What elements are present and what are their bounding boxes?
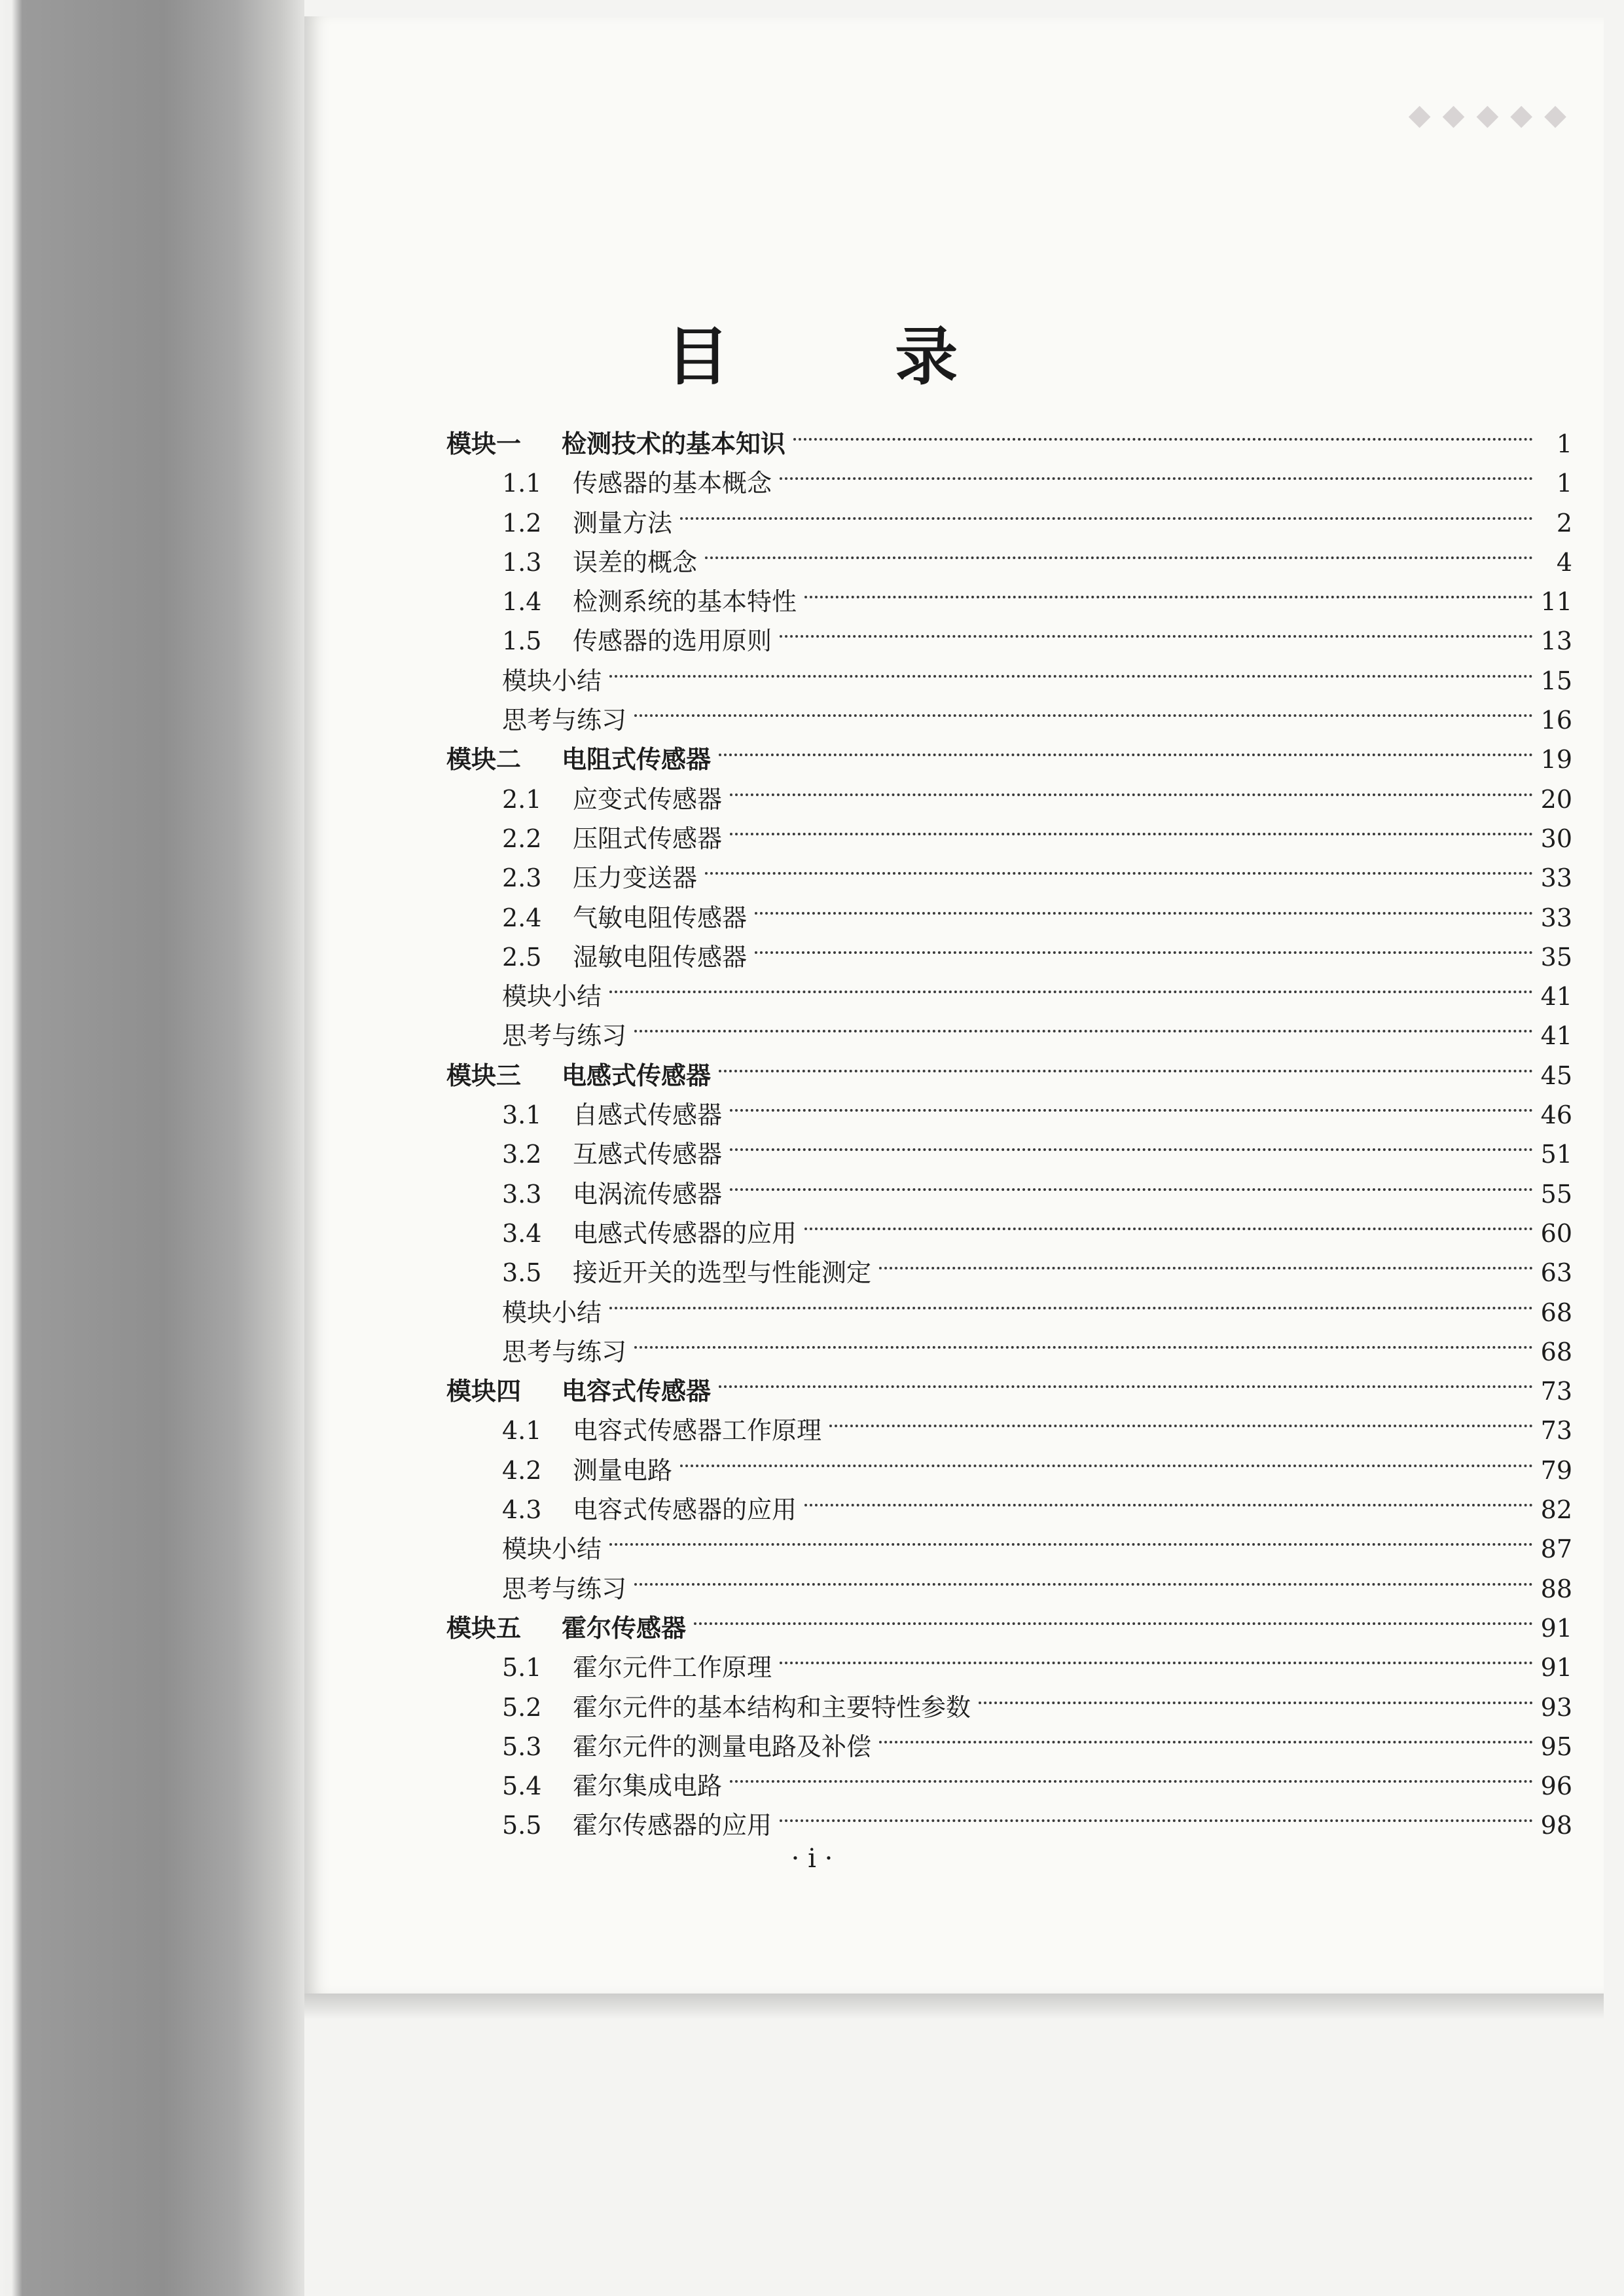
dot-leader (793, 399, 1533, 441)
toc-entry-title: 互感式传感器 (573, 1140, 723, 1169)
toc-entry-page: 35 (1540, 942, 1572, 972)
toc-entry-title: 电容式传感器的应用 (573, 1495, 797, 1525)
toc-entry-number: 5.3 (502, 1732, 542, 1761)
dot-leader (680, 1425, 1533, 1467)
toc-entry-title: 思考与练习 (502, 1021, 627, 1051)
toc-entry-title: 测量方法 (573, 508, 673, 538)
toc-entry-number: 1.4 (502, 587, 542, 617)
toc-entry-title: 电感式传感器的应用 (573, 1218, 797, 1248)
dot-leader (829, 1385, 1533, 1427)
toc-entry-title: 电容式传感器工作原理 (573, 1416, 822, 1446)
toc-entry-title: 电涡流传感器 (573, 1179, 723, 1209)
toc-entry-number: 1.1 (502, 469, 542, 498)
dot-leader (609, 1267, 1533, 1309)
toc-entry-title: 模块小结 (502, 666, 602, 695)
toc-entry-title: 霍尔元件工作原理 (573, 1653, 772, 1683)
dot-leader (755, 912, 1533, 954)
toc-entry-title: 霍尔元件的测量电路及补偿 (573, 1732, 872, 1761)
toc-entry-title: 湿敏电阻传感器 (573, 942, 748, 972)
dot-leader (719, 1030, 1533, 1072)
toc-entry-title: 霍尔传感器 (562, 1613, 687, 1643)
toc-entry-page: 15 (1540, 666, 1572, 695)
dot-leader (705, 833, 1533, 875)
dot-leader (730, 1741, 1533, 1783)
toc-entry-title: 检测系统的基本特性 (573, 587, 797, 617)
toc-entry-number: 4.1 (502, 1416, 542, 1446)
dot-leader (609, 1504, 1533, 1546)
toc-entry-title: 误差的概念 (573, 547, 698, 577)
dot-leader (609, 951, 1533, 993)
toc-entry-page: 30 (1540, 824, 1572, 853)
dot-leader (804, 556, 1533, 598)
toc-entry-number: 3.5 (502, 1258, 542, 1288)
toc-entry-page: 87 (1540, 1535, 1572, 1564)
toc-entry-page: 2 (1556, 508, 1572, 538)
toc-entry-page: 95 (1540, 1732, 1572, 1761)
page-title: 目 录 (666, 319, 1030, 394)
dot-leader (730, 1070, 1533, 1112)
toc-entry-page: 63 (1540, 1258, 1572, 1288)
dot-leader (730, 754, 1533, 796)
toc-entry-title: 接近开关的选型与性能测定 (573, 1258, 872, 1288)
toc-entry-title: 思考与练习 (502, 1574, 627, 1603)
toc-entry-page: 1 (1556, 429, 1572, 458)
toc-entry-page: 93 (1540, 1692, 1572, 1722)
dot-leader (634, 675, 1533, 717)
toc-entry-page: 45 (1540, 1061, 1572, 1090)
toc-entry-page: 41 (1540, 1021, 1572, 1051)
toc-entry-page: 68 (1540, 1298, 1572, 1327)
dot-leader (609, 636, 1533, 678)
toc-entry-page: 41 (1540, 982, 1572, 1011)
dot-leader (979, 1662, 1533, 1704)
dot-leader (879, 1228, 1533, 1269)
toc-entry-page: 33 (1540, 864, 1572, 893)
toc-entry-title: 检测技术的基本知识 (562, 429, 786, 458)
toc-entry-page: 16 (1540, 706, 1572, 735)
dot-leader (634, 1544, 1533, 1586)
toc-entry-title: 思考与练习 (502, 1337, 627, 1366)
dot-leader (680, 478, 1533, 520)
toc-entry-title: 霍尔传感器的应用 (573, 1811, 772, 1840)
toc-entry-page: 55 (1540, 1179, 1572, 1209)
dot-leader (719, 714, 1533, 756)
dot-leader (634, 991, 1533, 1032)
toc-entry-number: 2.1 (502, 784, 542, 814)
toc-entry-number: 1.2 (502, 508, 542, 538)
toc-entry-title: 测量电路 (573, 1455, 673, 1485)
toc-entry-page: 82 (1540, 1495, 1572, 1525)
toc-entry-title: 传感器的选用原则 (573, 627, 772, 656)
toc-entry-title: 霍尔元件的基本结构和主要特性参数 (573, 1692, 971, 1722)
toc-entry-number: 模块五 (446, 1613, 522, 1643)
toc-entry-number: 2.4 (502, 903, 542, 932)
toc-entry-number: 模块一 (446, 429, 522, 458)
toc-entry-title: 气敏电阻传感器 (573, 903, 748, 932)
dot-leader (804, 1465, 1533, 1506)
toc-entry-number: 3.1 (502, 1101, 542, 1130)
dot-leader (804, 1188, 1533, 1230)
toc-entry-number: 2.2 (502, 824, 542, 853)
toc-entry-title: 电阻式传感器 (562, 744, 712, 774)
toc-entry-number: 2.3 (502, 864, 542, 893)
toc-entry-number: 4.3 (502, 1495, 542, 1525)
toc-entry-page: 4 (1556, 547, 1572, 577)
toc-entry-page: 73 (1540, 1416, 1572, 1446)
dot-leader (780, 438, 1533, 480)
toc-entry-number: 4.2 (502, 1455, 542, 1485)
toc-entry-title: 模块小结 (502, 1298, 602, 1327)
toc-entry-page: 60 (1540, 1218, 1572, 1248)
toc-entry-page: 20 (1540, 784, 1572, 814)
toc-entry-number: 5.5 (502, 1811, 542, 1840)
toc-entry-number: 模块四 (446, 1376, 522, 1406)
toc-entry-title: 传感器的基本概念 (573, 469, 772, 498)
page-number: · i · (791, 1844, 833, 1874)
table-of-contents (446, 410, 1572, 1840)
toc-entry-page: 91 (1540, 1613, 1572, 1643)
toc-entry-page: 51 (1540, 1140, 1572, 1169)
dot-leader (780, 596, 1533, 638)
toc-entry-title: 应变式传感器 (573, 784, 723, 814)
toc-entry-page: 79 (1540, 1455, 1572, 1485)
toc-entry-page: 88 (1540, 1574, 1572, 1603)
toc-entry-number: 3.2 (502, 1140, 542, 1169)
bleed-through-ornament: ◆◆◆◆◆ (1408, 98, 1578, 132)
dot-leader (730, 793, 1533, 835)
toc-entry-page: 19 (1540, 745, 1572, 774)
toc-entry-number: 5.1 (502, 1653, 542, 1683)
toc-entry-title: 自感式传感器 (573, 1101, 723, 1130)
toc-entry-number: 1.5 (502, 627, 542, 656)
toc-entry-number: 5.4 (502, 1772, 542, 1801)
toc-entry-page: 11 (1540, 587, 1572, 617)
toc-entry-number: 3.4 (502, 1218, 542, 1248)
toc-entry-number: 1.3 (502, 547, 542, 577)
dot-leader (705, 517, 1533, 559)
toc-entry-title: 模块小结 (502, 982, 602, 1011)
dot-leader (755, 873, 1533, 915)
toc-entry-title: 压力变送器 (573, 864, 698, 893)
toc-entry-title: 霍尔集成电路 (573, 1772, 723, 1801)
toc-entry-page: 46 (1540, 1101, 1572, 1130)
dot-leader (719, 1346, 1533, 1388)
dot-leader (780, 1780, 1533, 1822)
toc-entry-number: 2.5 (502, 942, 542, 972)
dot-leader (694, 1583, 1533, 1625)
toc-entry-number: 模块二 (446, 744, 522, 774)
toc-entry-page: 96 (1540, 1772, 1572, 1801)
toc-entry-title: 压阻式传感器 (573, 824, 723, 853)
toc-entry-title: 模块小结 (502, 1535, 602, 1564)
toc-entry-number: 5.2 (502, 1692, 542, 1722)
dot-leader (879, 1702, 1533, 1743)
toc-entry-page: 91 (1540, 1653, 1572, 1683)
dot-leader (780, 1622, 1533, 1664)
toc-entry-number: 模块三 (446, 1060, 522, 1090)
toc-entry-title: 电感式传感器 (562, 1060, 712, 1090)
toc-entry-title: 电容式传感器 (562, 1376, 712, 1406)
page-bottom-shadow (304, 1994, 1604, 2020)
toc-entry-number: 3.3 (502, 1179, 542, 1209)
toc-entry-page: 98 (1540, 1811, 1572, 1840)
toc-entry-page: 68 (1540, 1337, 1572, 1366)
dot-leader (730, 1149, 1533, 1191)
dot-leader (634, 1307, 1533, 1349)
toc-entry-title: 思考与练习 (502, 706, 627, 735)
toc-entry-page: 1 (1556, 469, 1572, 498)
dot-leader (730, 1109, 1533, 1151)
toc-entry-page: 73 (1540, 1377, 1572, 1406)
toc-entry-page: 13 (1540, 627, 1572, 656)
toc-entry-page: 33 (1540, 903, 1572, 932)
